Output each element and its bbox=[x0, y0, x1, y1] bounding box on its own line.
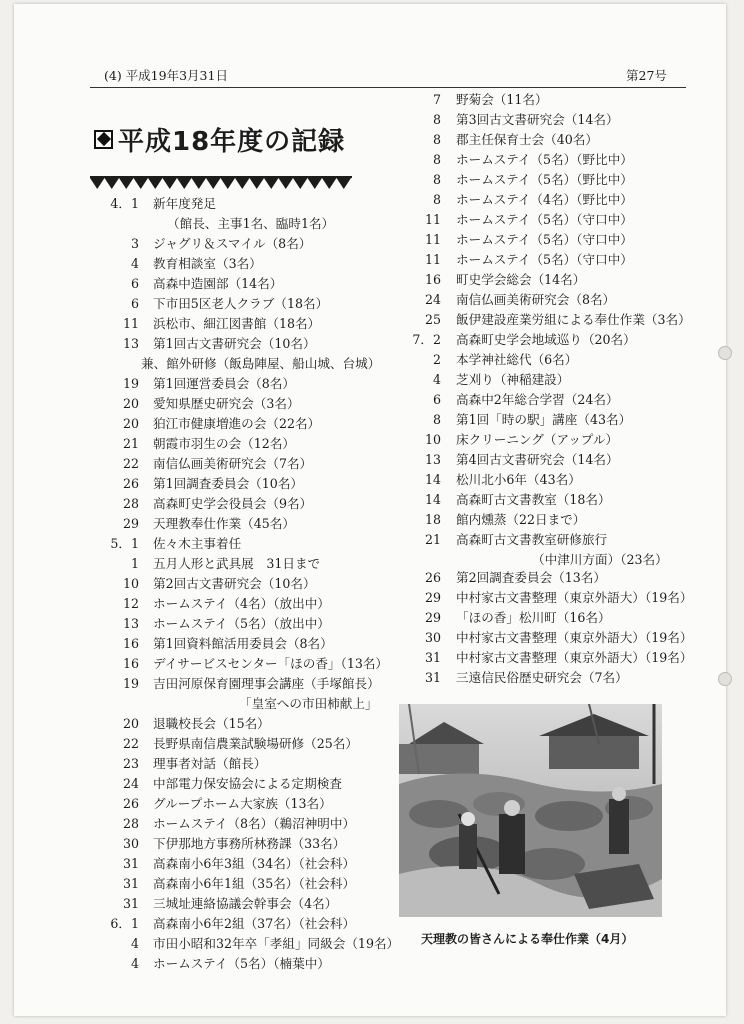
entry-text: ホームステイ（5名）（野比中） bbox=[456, 152, 633, 167]
entry-date: 20 bbox=[122, 396, 139, 411]
entry-date: 14 bbox=[424, 472, 441, 487]
entry-text: （館長、主事1名、臨時1名） bbox=[167, 216, 335, 231]
entry-text: ホームステイ（8名）（鵜沼神明中） bbox=[153, 816, 356, 831]
entry-date: 30 bbox=[424, 630, 441, 645]
entry-text: ホームステイ（4名）（野比中） bbox=[456, 192, 633, 207]
entry-text: 飯伊建設産業労組による奉仕作業（3名） bbox=[456, 312, 691, 327]
entry-text: 中部電力保安協会による定期検査 bbox=[153, 776, 342, 791]
entry-text: （中津川方面）（23名） bbox=[532, 552, 668, 567]
entry-text: 本学神社総代（6名） bbox=[456, 352, 578, 367]
entry-text: ホームステイ（5名）（守口中） bbox=[456, 232, 633, 247]
entry-date: 25 bbox=[424, 312, 441, 327]
entry-text: 高森南小6年3組（34名）（社会科） bbox=[153, 856, 356, 871]
entry-date: 13 bbox=[122, 616, 139, 631]
entry-date: 26 bbox=[122, 476, 139, 491]
entry-date: 4 bbox=[130, 956, 139, 971]
entry-date: 11 bbox=[424, 212, 441, 227]
entry-text: 浜松市、細江図書館（18名） bbox=[153, 316, 321, 331]
entry-date: 23 bbox=[122, 756, 139, 771]
entry-date: 22 bbox=[122, 736, 139, 751]
entry-date: 6 bbox=[130, 296, 139, 311]
entry-text: 高森南小6年1組（35名）（社会科） bbox=[153, 876, 356, 891]
entry-text: 高森南小6年2組（37名）（社会科） bbox=[153, 916, 356, 931]
entry-text: ホームステイ（5名）（守口中） bbox=[456, 252, 633, 267]
photo-caption: 天理教の皆さんによる奉仕作業（4月） bbox=[421, 932, 634, 946]
entry-date: 10 bbox=[122, 576, 139, 591]
entry-date: 12 bbox=[122, 596, 139, 611]
entry-text: 第1回運営委員会（8名） bbox=[153, 376, 295, 391]
entry-date: 6．1 bbox=[110, 916, 139, 931]
entry-text: 退職校長会（15名） bbox=[153, 716, 270, 731]
entry-text: 南信仏画美術研究会（7名） bbox=[153, 456, 313, 471]
entry-text: 天理教奉仕作業（45名） bbox=[153, 516, 295, 531]
entry-text: 高森町古文書教室研修旅行 bbox=[456, 532, 608, 547]
entry-text: 館内燻蒸（22日まで） bbox=[456, 512, 586, 527]
entry-date: 26 bbox=[122, 796, 139, 811]
entry-date: 31 bbox=[122, 876, 139, 891]
entry-date: 24 bbox=[122, 776, 139, 791]
entry-date: 31 bbox=[424, 670, 441, 685]
entry-text: 理事者対話（館長） bbox=[153, 756, 267, 771]
entry-text: 第1回「時の駅」講座（43名） bbox=[456, 412, 632, 427]
entry-text: 長野県南信農業試験場研修（25名） bbox=[153, 736, 358, 751]
entry-date: 28 bbox=[122, 816, 139, 831]
entry-text: 町史学会総会（14名） bbox=[456, 272, 586, 287]
entry-text: デイサービスセンター「ほの香」（13名） bbox=[153, 656, 389, 671]
entry-text: ジャグリ＆スマイル（8名） bbox=[153, 236, 312, 251]
entry-text: 第1回調査委員会（10名） bbox=[153, 476, 303, 491]
entry-date: 8 bbox=[432, 152, 441, 167]
entry-date: 11 bbox=[122, 316, 139, 331]
entry-text: 吉田河原保育園理事会講座（手塚館長） bbox=[153, 676, 380, 691]
entry-date: 30 bbox=[122, 836, 139, 851]
entry-text: 三遠信民俗歴史研究会（7名） bbox=[456, 670, 628, 685]
entry-text: 市田小昭和32年卒「孝組」同級会（19名） bbox=[153, 936, 400, 951]
entry-date: 8 bbox=[432, 172, 441, 187]
entry-date: 7 bbox=[432, 92, 441, 107]
entry-text: 「ほの香」松川町（16名） bbox=[456, 610, 611, 625]
entry-text: 第3回古文書研究会（14名） bbox=[456, 112, 619, 127]
entry-text: ホームステイ（5名）（守口中） bbox=[456, 212, 633, 227]
entry-date: 20 bbox=[122, 716, 139, 731]
entry-date: 3 bbox=[130, 236, 139, 251]
entry-text: 三城址連絡協議会幹事会（4名） bbox=[153, 896, 338, 911]
entry-text: 高森町史学会地域巡り（20名） bbox=[456, 332, 636, 347]
entry-date: 28 bbox=[122, 496, 139, 511]
entry-text: 兼、館外研修（飯島陣屋、船山城、台城） bbox=[141, 356, 381, 371]
entry-text: 第1回古文書研究会（10名） bbox=[153, 336, 316, 351]
entry-text: 南信仏画美術研究会（8名） bbox=[456, 292, 616, 307]
entry-date: 29 bbox=[122, 516, 139, 531]
entry-text: 狛江市健康増進の会（22名） bbox=[153, 416, 321, 431]
entry-date: 31 bbox=[424, 650, 441, 665]
entry-text: 高森町史学会役員会（9名） bbox=[153, 496, 313, 511]
entry-text: 下伊那地方事務所林務課（33名） bbox=[153, 836, 346, 851]
entry-date: 20 bbox=[122, 416, 139, 431]
entry-text: 中村家古文書整理（東京外語大）（19名） bbox=[456, 630, 693, 645]
entry-text: 下市田5区老人クラブ（18名） bbox=[153, 296, 329, 311]
section-title-box bbox=[94, 119, 364, 159]
entry-date: 7．2 bbox=[412, 332, 441, 347]
entry-text: グループホーム大家族（13名） bbox=[153, 796, 332, 811]
entry-date: 19 bbox=[122, 376, 139, 391]
entry-text: 松川北小6年（43名） bbox=[456, 472, 581, 487]
entry-text: 教育相談室（3名） bbox=[153, 256, 262, 271]
entry-text: 新年度発足 bbox=[153, 196, 216, 211]
entry-text: 「皇室への市田柿献上」 bbox=[239, 696, 378, 711]
entry-date: 22 bbox=[122, 456, 139, 471]
entry-text: ホームステイ（4名）（放出中） bbox=[153, 596, 330, 611]
entry-date: 21 bbox=[424, 532, 441, 547]
entry-text: ホームステイ（5名）（野比中） bbox=[456, 172, 633, 187]
entry-date: 4 bbox=[130, 936, 139, 951]
entry-date: 31 bbox=[122, 856, 139, 871]
diamond-bullet-icon bbox=[94, 130, 113, 149]
entry-text: 第2回古文書研究会（10名） bbox=[153, 576, 316, 591]
entry-date: 21 bbox=[122, 436, 139, 451]
issue-number: 第27号 bbox=[626, 68, 667, 83]
entry-date: 11 bbox=[424, 232, 441, 247]
sawtooth-divider bbox=[90, 176, 352, 190]
entry-date: 29 bbox=[424, 590, 441, 605]
binder-hole-bottom bbox=[718, 672, 732, 686]
entry-date: 1 bbox=[130, 556, 139, 571]
entry-text: 第2回調査委員会（13名） bbox=[456, 570, 606, 585]
section-title: 平成18年度の記録 bbox=[118, 126, 346, 157]
entry-text: 野菊会（11名） bbox=[456, 92, 548, 107]
entry-date: 31 bbox=[122, 896, 139, 911]
entry-date: 10 bbox=[424, 432, 441, 447]
entry-text: 郡主任保育士会（40名） bbox=[456, 132, 598, 147]
volunteer-work-photo bbox=[399, 704, 662, 917]
entry-text: 朝霞市羽生の会（12名） bbox=[153, 436, 295, 451]
entry-date: 2 bbox=[432, 352, 441, 367]
entry-text: 中村家古文書整理（東京外語大）（19名） bbox=[456, 590, 693, 605]
entry-date: 13 bbox=[122, 336, 139, 351]
entry-date: 5．1 bbox=[110, 536, 139, 551]
entry-text: 高森中2年総合学習（24名） bbox=[456, 392, 619, 407]
entry-date: 8 bbox=[432, 192, 441, 207]
entry-text: 中村家古文書整理（東京外語大）（19名） bbox=[456, 650, 693, 665]
entry-date: 13 bbox=[424, 452, 441, 467]
binder-hole-top bbox=[718, 346, 732, 360]
entry-date: 6 bbox=[130, 276, 139, 291]
entry-date: 16 bbox=[122, 636, 139, 651]
entry-date: 16 bbox=[424, 272, 441, 287]
entry-date: 19 bbox=[122, 676, 139, 691]
entry-text: 床クリーニング（アップル） bbox=[456, 432, 619, 447]
entry-text: 第4回古文書研究会（14名） bbox=[456, 452, 619, 467]
entry-date: 29 bbox=[424, 610, 441, 625]
entry-text: 高森中造園部（14名） bbox=[153, 276, 283, 291]
entry-date: 26 bbox=[424, 570, 441, 585]
issue-date: (4) 平成19年3月31日 bbox=[104, 68, 228, 83]
entry-text: ホームステイ（5名）（楠葉中） bbox=[153, 956, 330, 971]
entry-date: 8 bbox=[432, 112, 441, 127]
entry-date: 8 bbox=[432, 132, 441, 147]
entry-text: 五月人形と武具展 31日まで bbox=[153, 556, 321, 571]
entry-date: 4 bbox=[130, 256, 139, 271]
entry-date: 11 bbox=[424, 252, 441, 267]
entry-date: 4．1 bbox=[110, 196, 139, 211]
entry-text: 芝刈り（神稲建設） bbox=[456, 372, 570, 387]
entry-text: ホームステイ（5名）（放出中） bbox=[153, 616, 330, 631]
entry-date: 6 bbox=[432, 392, 441, 407]
entry-date: 16 bbox=[122, 656, 139, 671]
header-rule bbox=[90, 87, 686, 88]
entry-text: 第1回資料館活用委員会（8名） bbox=[153, 636, 333, 651]
entry-text: 佐々木主事着任 bbox=[153, 536, 242, 551]
entry-date: 24 bbox=[424, 292, 441, 307]
entry-date: 18 bbox=[424, 512, 441, 527]
entry-text: 愛知県歴史研究会（3名） bbox=[153, 396, 300, 411]
entry-date: 8 bbox=[432, 412, 441, 427]
entry-text: 高森町古文書教室（18名） bbox=[456, 492, 611, 507]
entry-date: 14 bbox=[424, 492, 441, 507]
entry-date: 4 bbox=[432, 372, 441, 387]
